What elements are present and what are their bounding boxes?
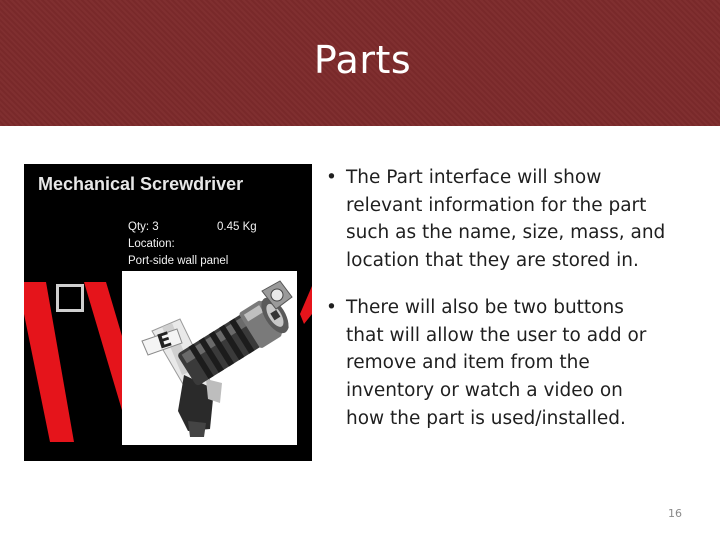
select-checkbox[interactable] xyxy=(56,284,84,312)
part-interface-panel xyxy=(24,164,312,461)
bullet-symbol: • xyxy=(326,167,337,188)
bullet-list xyxy=(326,164,666,432)
slide-header xyxy=(0,0,720,126)
part-photo xyxy=(122,271,297,445)
photo-label: E xyxy=(154,326,175,354)
part-mass: 0.45 Kg xyxy=(217,221,257,233)
bullet-item xyxy=(326,294,666,433)
part-location-value: Port-side wall panel xyxy=(128,255,229,267)
page-number: 16 xyxy=(668,507,682,520)
part-name: Mechanical Screwdriver xyxy=(38,174,244,194)
bullet-text: There will also be two buttons that will allow the user to add or remove and item from the inventory or watch a video on how the part is used/installed. xyxy=(346,296,647,429)
part-qty: Qty: 3 xyxy=(128,221,159,233)
slide-title: Parts xyxy=(313,38,412,82)
bullet-symbol: • xyxy=(326,296,337,318)
part-location-label: Location: xyxy=(128,238,175,250)
bullet-item xyxy=(326,164,666,275)
bullet-text: The Part interface will show relevant information for the part such as the name, size, mass, and location that they are stored in. xyxy=(346,167,666,272)
